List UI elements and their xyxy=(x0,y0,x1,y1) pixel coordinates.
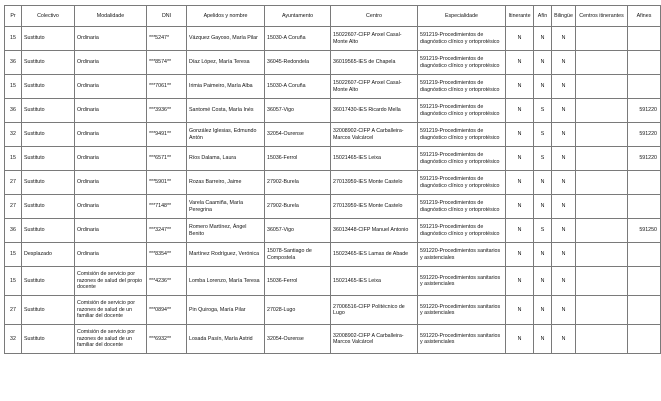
cell-ayuntamiento: 32054-Ourense xyxy=(265,325,331,354)
cell-pr: 15 xyxy=(5,243,22,267)
cell-itinerante: N xyxy=(506,325,534,354)
cell-afines xyxy=(628,325,661,354)
cell-ayuntamiento: 15030-A Coruña xyxy=(265,75,331,99)
cell-especialidad: 591219-Procedimientos de diagnóstico clínico y ortoprotésico xyxy=(418,75,506,99)
cell-centros-itinerantes xyxy=(576,296,628,325)
cell-modalidad: Ordinaria xyxy=(75,51,147,75)
cell-centros-itinerantes xyxy=(576,147,628,171)
cell-afin: N xyxy=(534,267,552,296)
cell-pr: 36 xyxy=(5,219,22,243)
cell-apellidos: Romero Martínez, Ángel Benito xyxy=(187,219,265,243)
cell-afines xyxy=(628,171,661,195)
cell-bilingue: N xyxy=(552,75,576,99)
table-row xyxy=(5,51,661,75)
cell-bilingue: N xyxy=(552,325,576,354)
cell-pr: 15 xyxy=(5,75,22,99)
cell-colectivo: Sustituto xyxy=(22,123,75,147)
cell-bilingue: N xyxy=(552,147,576,171)
cell-modalidad: Ordinaria xyxy=(75,171,147,195)
col-header-pr: Pr xyxy=(5,6,22,27)
cell-centro: 15023465-IES Lamas de Abade xyxy=(331,243,418,267)
cell-bilingue: N xyxy=(552,51,576,75)
cell-modalidad: Ordinaria xyxy=(75,99,147,123)
cell-modalidad: Comisión de servicio por razones de salud de un familiar del docente xyxy=(75,325,147,354)
cell-afines: 591220 xyxy=(628,99,661,123)
cell-centro: 15022607-CIFP Anxel Casal-Monte Alto xyxy=(331,75,418,99)
cell-itinerante: N xyxy=(506,147,534,171)
cell-itinerante: N xyxy=(506,27,534,51)
cell-centros-itinerantes xyxy=(576,171,628,195)
cell-centro: 27006516-CIFP Politécnico de Lugo xyxy=(331,296,418,325)
cell-centro: 32008902-CIFP A Carballeira-Marcos Valcárcel xyxy=(331,123,418,147)
cell-apellidos: Santomé Costa, María Inés xyxy=(187,99,265,123)
cell-apellidos: Rozas Barreiro, Jaime xyxy=(187,171,265,195)
cell-dni: ***7061** xyxy=(147,75,187,99)
table-row xyxy=(5,296,661,325)
col-header-dni: DNI xyxy=(147,6,187,27)
cell-bilingue: N xyxy=(552,243,576,267)
table-row xyxy=(5,99,661,123)
cell-ayuntamiento: 15078-Santiago de Compostela xyxy=(265,243,331,267)
cell-afin: N xyxy=(534,243,552,267)
table-body xyxy=(5,27,661,354)
cell-pr: 27 xyxy=(5,296,22,325)
cell-apellidos: Losada Pasín, María Astrid xyxy=(187,325,265,354)
col-header-centros-itinerantes: Centros itinerantes xyxy=(576,6,628,27)
cell-bilingue: N xyxy=(552,99,576,123)
cell-ayuntamiento: 36045-Redondela xyxy=(265,51,331,75)
table-row xyxy=(5,243,661,267)
cell-centros-itinerantes xyxy=(576,27,628,51)
table-row xyxy=(5,219,661,243)
cell-afines xyxy=(628,243,661,267)
col-header-centro: Centro xyxy=(331,6,418,27)
cell-especialidad: 591220-Procedimientos sanitarios y asistenciales xyxy=(418,296,506,325)
cell-colectivo: Sustituto xyxy=(22,219,75,243)
cell-pr: 36 xyxy=(5,99,22,123)
cell-modalidad: Ordinaria xyxy=(75,27,147,51)
cell-centro: 15021465-IES Leixa xyxy=(331,147,418,171)
cell-centro: 27013959-IES Monte Castelo xyxy=(331,195,418,219)
cell-centro: 15021465-IES Leixa xyxy=(331,267,418,296)
cell-centro: 36019565-IES de Chapela xyxy=(331,51,418,75)
cell-ayuntamiento: 27902-Burela xyxy=(265,195,331,219)
cell-centro: 15022607-CIFP Anxel Casal-Monte Alto xyxy=(331,27,418,51)
table-row xyxy=(5,195,661,219)
cell-dni: ***0894** xyxy=(147,296,187,325)
table-row xyxy=(5,147,661,171)
cell-centros-itinerantes xyxy=(576,75,628,99)
cell-especialidad: 591219-Procedimientos de diagnóstico clínico y ortoprotésico xyxy=(418,123,506,147)
cell-apellidos: Díaz López, María Teresa xyxy=(187,51,265,75)
cell-colectivo: Desplazado xyxy=(22,243,75,267)
cell-apellidos: González Iglesias, Edmundo Antón xyxy=(187,123,265,147)
cell-colectivo: Sustituto xyxy=(22,171,75,195)
cell-bilingue: N xyxy=(552,123,576,147)
cell-centros-itinerantes xyxy=(576,267,628,296)
cell-especialidad: 591219-Procedimientos de diagnóstico clínico y ortoprotésico xyxy=(418,99,506,123)
cell-especialidad: 591219-Procedimientos de diagnóstico clínico y ortoprotésico xyxy=(418,195,506,219)
col-header-afines: Afines xyxy=(628,6,661,27)
cell-bilingue: N xyxy=(552,27,576,51)
cell-ayuntamiento: 27028-Lugo xyxy=(265,296,331,325)
table-header xyxy=(5,6,661,27)
cell-dni: ***8574** xyxy=(147,51,187,75)
cell-dni: ***5901** xyxy=(147,171,187,195)
cell-centros-itinerantes xyxy=(576,51,628,75)
cell-itinerante: N xyxy=(506,195,534,219)
cell-modalidad: Comisión de servicio por razones de salud de un familiar del docente xyxy=(75,296,147,325)
cell-dni: ***6932** xyxy=(147,325,187,354)
cell-afines xyxy=(628,75,661,99)
cell-pr: 36 xyxy=(5,51,22,75)
cell-ayuntamiento: 15030-A Coruña xyxy=(265,27,331,51)
cell-itinerante: N xyxy=(506,296,534,325)
cell-afin: S xyxy=(534,99,552,123)
cell-afin: N xyxy=(534,171,552,195)
cell-afines xyxy=(628,195,661,219)
cell-afin: N xyxy=(534,75,552,99)
cell-dni: ***7148** xyxy=(147,195,187,219)
cell-colectivo: Sustituto xyxy=(22,267,75,296)
cell-centros-itinerantes xyxy=(576,99,628,123)
cell-centro: 36017430-IES Ricardo Mella xyxy=(331,99,418,123)
cell-bilingue: N xyxy=(552,267,576,296)
cell-colectivo: Sustituto xyxy=(22,75,75,99)
cell-modalidad: Comisión de servicio por razones de salud del propio docente xyxy=(75,267,147,296)
cell-centros-itinerantes xyxy=(576,195,628,219)
cell-dni: ***9491** xyxy=(147,123,187,147)
cell-centro: 27013959-IES Monte Castelo xyxy=(331,171,418,195)
cell-especialidad: 591219-Procedimientos de diagnóstico clínico y ortoprotésico xyxy=(418,27,506,51)
cell-apellidos: Irimia Paimeiro, María Alba xyxy=(187,75,265,99)
cell-pr: 32 xyxy=(5,325,22,354)
cell-apellidos: Ríos Dalama, Laura xyxy=(187,147,265,171)
listing-sheet xyxy=(4,5,657,354)
cell-itinerante: N xyxy=(506,243,534,267)
col-header-bilingue: Bilingüe xyxy=(552,6,576,27)
cell-itinerante: N xyxy=(506,75,534,99)
cell-ayuntamiento: 15036-Ferrol xyxy=(265,147,331,171)
cell-afines xyxy=(628,51,661,75)
cell-afin: S xyxy=(534,123,552,147)
cell-afin: S xyxy=(534,147,552,171)
cell-centro: 36013448-CIFP Manuel Antonio xyxy=(331,219,418,243)
cell-dni: ***3247** xyxy=(147,219,187,243)
table-row xyxy=(5,171,661,195)
cell-afines: 591250 xyxy=(628,219,661,243)
cell-afines xyxy=(628,27,661,51)
cell-colectivo: Sustituto xyxy=(22,325,75,354)
col-header-ayuntamiento: Ayuntamento xyxy=(265,6,331,27)
cell-especialidad: 591219-Procedimientos de diagnóstico clínico y ortoprotésico xyxy=(418,171,506,195)
cell-pr: 27 xyxy=(5,171,22,195)
table-row xyxy=(5,75,661,99)
cell-dni: ***3936** xyxy=(147,99,187,123)
cell-especialidad: 591219-Procedimientos de diagnóstico clínico y ortoprotésico xyxy=(418,219,506,243)
table-row xyxy=(5,267,661,296)
cell-colectivo: Sustituto xyxy=(22,296,75,325)
cell-afin: N xyxy=(534,325,552,354)
cell-ayuntamiento: 27902-Burela xyxy=(265,171,331,195)
cell-apellidos: Lomba Lorenzo, María Teresa xyxy=(187,267,265,296)
cell-especialidad: 591219-Procedimientos de diagnóstico clínico y ortoprotésico xyxy=(418,147,506,171)
cell-afin: N xyxy=(534,195,552,219)
assignments-table xyxy=(4,5,661,354)
cell-itinerante: N xyxy=(506,267,534,296)
cell-apellidos: Varela Caamiña, María Peregrina xyxy=(187,195,265,219)
cell-bilingue: N xyxy=(552,296,576,325)
cell-modalidad: Ordinaria xyxy=(75,219,147,243)
cell-especialidad: 591219-Procedimientos de diagnóstico clínico y ortoprotésico xyxy=(418,51,506,75)
cell-ayuntamiento: 36057-Vigo xyxy=(265,99,331,123)
col-header-colectivo: Colectivo xyxy=(22,6,75,27)
cell-bilingue: N xyxy=(552,171,576,195)
cell-afin: S xyxy=(534,219,552,243)
cell-pr: 32 xyxy=(5,123,22,147)
cell-colectivo: Sustituto xyxy=(22,147,75,171)
cell-bilingue: N xyxy=(552,195,576,219)
cell-centros-itinerantes xyxy=(576,325,628,354)
cell-centros-itinerantes xyxy=(576,243,628,267)
col-header-itinerante: Itinerante xyxy=(506,6,534,27)
cell-modalidad: Ordinaria xyxy=(75,195,147,219)
cell-apellidos: Pin Quiroga, María Pilar xyxy=(187,296,265,325)
cell-afin: N xyxy=(534,27,552,51)
cell-dni: ***6571** xyxy=(147,147,187,171)
cell-ayuntamiento: 36057-Vigo xyxy=(265,219,331,243)
cell-colectivo: Sustituto xyxy=(22,99,75,123)
header-row xyxy=(5,6,661,27)
cell-ayuntamiento: 32054-Ourense xyxy=(265,123,331,147)
col-header-afin: Afín xyxy=(534,6,552,27)
cell-itinerante: N xyxy=(506,219,534,243)
table-row xyxy=(5,123,661,147)
cell-dni: ***4236** xyxy=(147,267,187,296)
cell-afines xyxy=(628,296,661,325)
cell-pr: 27 xyxy=(5,195,22,219)
cell-itinerante: N xyxy=(506,171,534,195)
cell-apellidos: Vázquez Gayoso, María Pilar xyxy=(187,27,265,51)
cell-modalidad: Ordinaria xyxy=(75,123,147,147)
cell-modalidad: Ordinaria xyxy=(75,75,147,99)
cell-centro: 32008902-CIFP A Carballeira-Marcos Valcárcel xyxy=(331,325,418,354)
col-header-modalidad: Modalidade xyxy=(75,6,147,27)
cell-afines: 591220 xyxy=(628,147,661,171)
cell-dni: ***8354** xyxy=(147,243,187,267)
cell-especialidad: 591220-Procedimientos sanitarios y asistenciales xyxy=(418,267,506,296)
cell-itinerante: N xyxy=(506,123,534,147)
cell-pr: 15 xyxy=(5,27,22,51)
cell-colectivo: Sustituto xyxy=(22,27,75,51)
cell-ayuntamiento: 15036-Ferrol xyxy=(265,267,331,296)
table-row xyxy=(5,325,661,354)
cell-centros-itinerantes xyxy=(576,123,628,147)
col-header-apellidos: Apelidos y nombre xyxy=(187,6,265,27)
cell-modalidad: Ordinaria xyxy=(75,147,147,171)
cell-dni: ***5247* xyxy=(147,27,187,51)
cell-afines: 591220 xyxy=(628,123,661,147)
cell-afin: N xyxy=(534,51,552,75)
cell-afines xyxy=(628,267,661,296)
cell-itinerante: N xyxy=(506,51,534,75)
cell-pr: 15 xyxy=(5,267,22,296)
table-row xyxy=(5,27,661,51)
cell-bilingue: N xyxy=(552,219,576,243)
cell-afin: N xyxy=(534,296,552,325)
cell-especialidad: 591220-Procedimientos sanitarios y asistenciales xyxy=(418,243,506,267)
cell-especialidad: 591220-Procedimientos sanitarios y asistenciales xyxy=(418,325,506,354)
cell-itinerante: N xyxy=(506,99,534,123)
cell-modalidad: Ordinaria xyxy=(75,243,147,267)
cell-apellidos: Martínez Rodríguez, Verónica xyxy=(187,243,265,267)
cell-centros-itinerantes xyxy=(576,219,628,243)
cell-colectivo: Sustituto xyxy=(22,195,75,219)
cell-colectivo: Sustituto xyxy=(22,51,75,75)
col-header-especialidad: Especialidade xyxy=(418,6,506,27)
cell-pr: 15 xyxy=(5,147,22,171)
